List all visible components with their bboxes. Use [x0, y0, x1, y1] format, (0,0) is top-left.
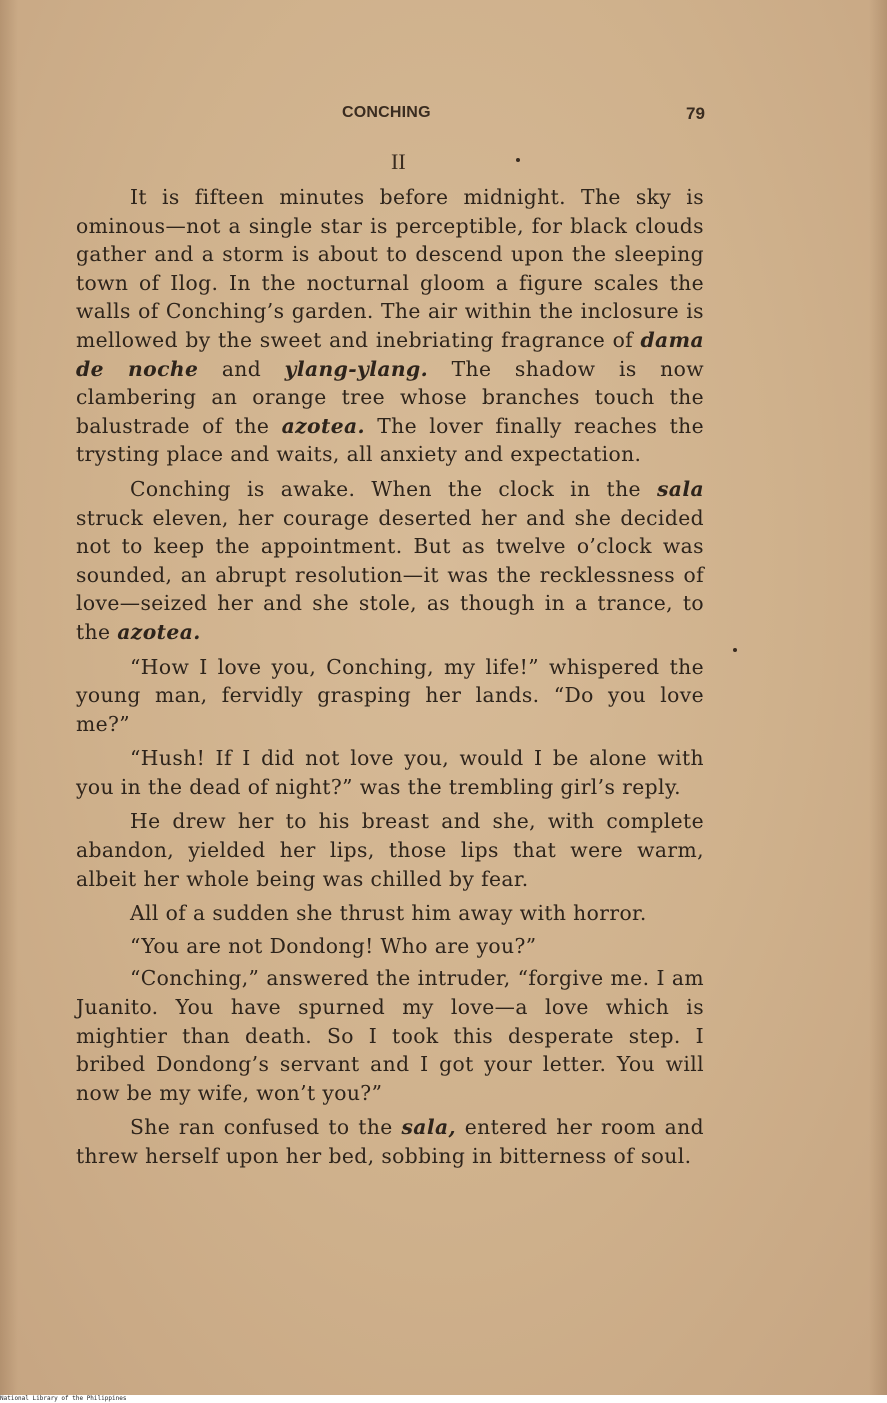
page-header [0, 104, 887, 130]
text-run: struck eleven, her courage deserted her and she decided not to keep the appointment. But as twelve o’clock was sounded, an abrupt resolution—it was the recklessness of love—seized her and she stole, as though in a trance, to the [76, 505, 704, 644]
paragraph [76, 932, 704, 961]
text-run: It is fifteen minutes before midnight. The sky is ominous—not a single star is perceptible, for black clouds gather and a storm is about to descend upon the sleeping town of Ilog. In the nocturnal gloom a figure scales the walls of Conching’s garden. The air within the inclosure is mellowed by the sweet and inebriating fragrance of [76, 185, 704, 352]
body-text [76, 183, 704, 1177]
italic-term: sala, [401, 1115, 456, 1140]
italic-term: dama de noche [76, 327, 704, 381]
text-run: The lover finally reaches the trysting place and waits, all anxiety and expectation. [76, 413, 704, 467]
text-run: The shadow is now clambering an orange tree whose branches touch the balustrade of the [76, 356, 704, 438]
text-run: All of a sudden she thrust him away with horror. [130, 901, 647, 926]
text-run: entered her room and threw herself upon her bed, sobbing in bitterness of soul. [76, 1115, 705, 1168]
text-run: and [198, 356, 285, 381]
paragraph [76, 899, 704, 928]
text-run: He drew her to his breast and she, with complete abandon, yielded her lips, those lips that were warm, albeit her whole being was chilled by fear. [76, 809, 704, 891]
italic-term: azotea. [281, 413, 366, 438]
section-numeral: II [391, 149, 406, 174]
paragraph [76, 964, 704, 1107]
page-right-shadow [869, 0, 887, 1395]
italic-term: ylang-ylang. [284, 356, 429, 381]
footer-strip [0, 1395, 887, 1403]
running-title: CONCHING [342, 104, 431, 121]
paragraph [76, 744, 704, 801]
paragraph [76, 475, 704, 647]
paragraph [76, 1113, 704, 1170]
ink-speck [516, 158, 520, 162]
text-run: Conching is awake. When the clock in the [130, 476, 657, 501]
italic-term: azotea. [117, 619, 201, 644]
page-left-shadow [0, 0, 18, 1395]
paragraph [76, 807, 704, 893]
text-run: “Hush! If I did not love you, would I be alone with you in the dead of night?” was the trembling girl’s reply. [76, 746, 704, 799]
italic-term: sala [656, 476, 704, 501]
text-run: “How I love you, Conching, my life!” whispered the young man, fervidly grasping her lands. “Do you love me?” [76, 654, 704, 736]
paragraph [76, 653, 704, 739]
ink-speck [733, 648, 737, 652]
text-run: She ran confused to the [130, 1115, 402, 1140]
paragraph [76, 183, 704, 469]
footer-credit: National Library of the Philippines [0, 1395, 127, 1402]
text-run: “Conching,” answered the intruder, “forgive me. I am Juanito. You have spurned my love—a love which is mightier than death. So I took this desperate step. I bribed Dondong’s servant and I got your letter. You will now be my wife, won’t you?” [76, 966, 704, 1105]
text-run: “You are not Dondong! Who are you?” [130, 933, 537, 958]
page-number: 79 [686, 104, 705, 123]
